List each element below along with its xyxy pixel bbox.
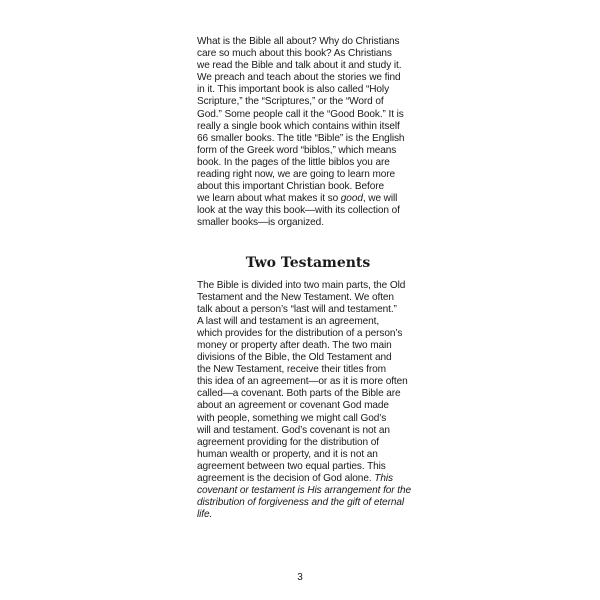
section-heading: Two Testaments [245, 254, 371, 271]
text-line: talk about a person’s “last will and testament.” [197, 303, 397, 315]
text-line: divisions of the Bible, the Old Testament and [197, 352, 392, 364]
text-line [197, 473, 419, 485]
text-line: We preach and teach about the stories we find [197, 72, 401, 84]
intro-paragraph [197, 36, 419, 230]
text-line: will and testament. God’s covenant is not an [197, 424, 390, 436]
text-line: A last will and testament is an agreement, [197, 315, 380, 327]
text-line: 66 smaller books. The title “Bible” is the English [197, 132, 405, 144]
text-line: the New Testament, receive their titles from [197, 364, 386, 376]
text-line: Scripture,” the “Scriptures,” or the “Word of [197, 96, 384, 108]
page-content [197, 36, 419, 521]
emphasis-text: good [340, 193, 363, 205]
text-line: called—a covenant. Both parts of the Bible are [197, 388, 401, 400]
text-line: care so much about this book? As Christians [197, 48, 392, 60]
italic-line: covenant or testament is His arrangement for the [197, 485, 412, 497]
text-line: with people, something we might call God’s [197, 412, 387, 424]
emphasis-text: This [374, 473, 393, 484]
text-line: book. In the pages of the little biblos you are [197, 156, 390, 168]
italic-line: distribution of forgiveness and the gift of eternal [197, 497, 404, 509]
text-segment: , we will [362, 193, 398, 205]
section-paragraph [197, 280, 419, 522]
text-line: money or property after death. The two main [197, 339, 392, 351]
italic-line: life. [197, 509, 213, 521]
text-line: agreement between two equal parties. This [197, 460, 386, 472]
text-line: we read the Bible and talk about it and study it. [197, 60, 402, 72]
text-line: human wealth or property, and it is not an [197, 448, 378, 460]
text-line: this idea of an agreement—or as it is more often [197, 376, 408, 388]
text-line: about this important Christian book. Before [197, 181, 385, 193]
text-line: look at the way this book—with its collection of [197, 205, 400, 217]
text-line: Testament and the New Testament. We often [197, 291, 394, 303]
text-line: The Bible is divided into two main parts, the Old [197, 279, 406, 291]
text-line: form of the Greek word “biblos,” which means [197, 144, 397, 156]
page-number: 3 [297, 572, 303, 583]
text-line [197, 193, 419, 205]
text-line: What is the Bible all about? Why do Christians [197, 36, 400, 47]
text-line: in it. This important book is also called “Holy [197, 84, 390, 96]
text-line: really a single book which contains within itself [197, 120, 400, 132]
text-line: God.” Some people call it the “Good Book.” It is [197, 108, 404, 120]
text-segment: agreement is the decision of God alone. [197, 473, 375, 484]
text-segment: we learn about what makes it so [197, 193, 341, 205]
text-line: about an agreement or covenant God made [197, 400, 389, 412]
text-line: smaller books—is organized. [197, 217, 324, 229]
text-line: reading right now, we are going to learn more [197, 169, 396, 181]
text-line: agreement providing for the distribution of [197, 436, 379, 448]
text-line: which provides for the distribution of a person’s [197, 327, 403, 339]
